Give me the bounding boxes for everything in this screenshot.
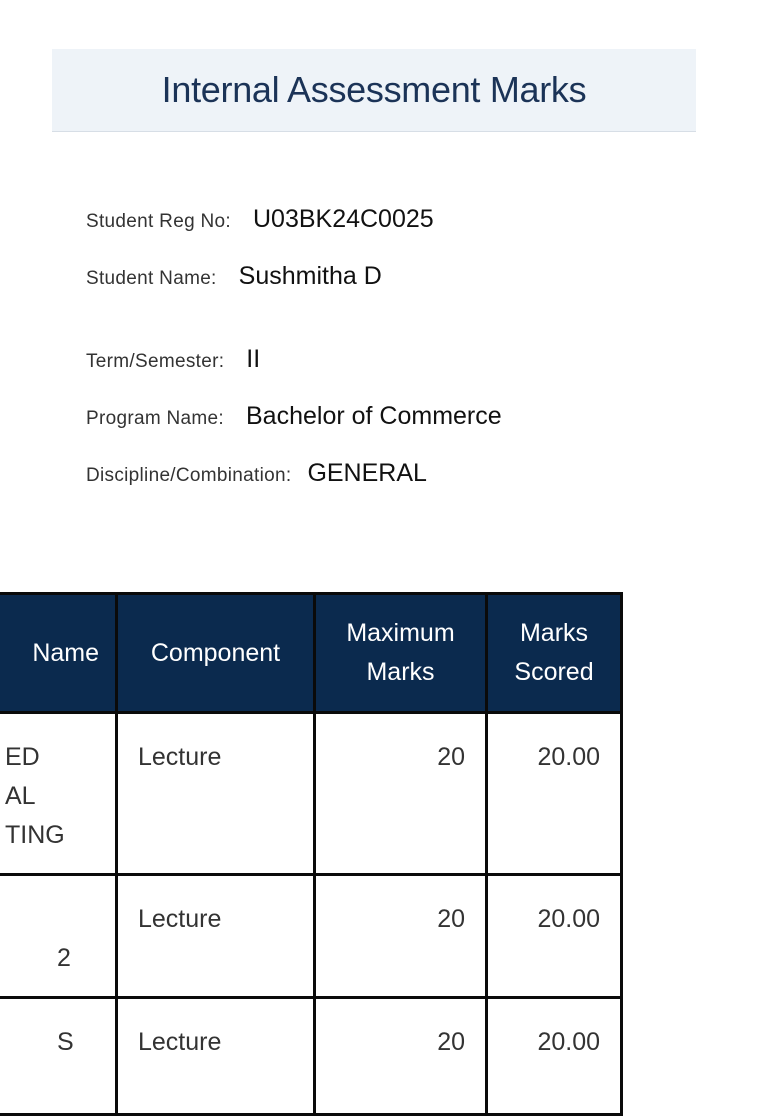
header-name <box>0 594 117 713</box>
discipline-label: Discipline/Combination: <box>86 465 292 486</box>
term-row <box>86 345 260 374</box>
program-value: Bachelor of Commerce <box>246 402 502 430</box>
program-label: Program Name: <box>86 408 224 429</box>
course-name-cell <box>0 875 117 998</box>
marks-scored-cell: 20.00 <box>487 713 622 875</box>
header-max-marks-line1: Maximum <box>346 619 455 647</box>
discipline-value: GENERAL <box>307 459 427 487</box>
header-component <box>117 594 315 713</box>
marks-table <box>0 592 623 1116</box>
table-header-row <box>0 594 622 713</box>
header-max-marks-line2: Marks <box>366 658 435 686</box>
component-cell: Lecture <box>117 713 315 875</box>
table-row <box>0 875 622 998</box>
reg-no-row <box>86 205 434 234</box>
course-name-line: TING <box>5 821 65 849</box>
max-marks-cell: 20 <box>315 875 487 998</box>
term-value: II <box>246 345 261 373</box>
header-name-label: Name <box>32 638 99 667</box>
course-name-line: S <box>57 1028 74 1056</box>
reg-no-label: Student Reg No: <box>86 211 231 232</box>
header-scored-line1: Marks <box>519 619 589 647</box>
student-name-value: Sushmitha D <box>238 262 382 290</box>
discipline-row <box>86 459 427 488</box>
course-name-cell <box>0 713 117 875</box>
header-component-label: Component <box>150 638 281 667</box>
max-marks-cell: 20 <box>315 713 487 875</box>
header-bar <box>52 49 696 132</box>
course-name-line: 2 <box>57 944 71 972</box>
course-name-line: AL <box>5 782 36 810</box>
header-marks-scored <box>487 594 622 713</box>
marks-scored-cell: 20.00 <box>487 998 622 1115</box>
student-name-label: Student Name: <box>86 268 217 289</box>
page-title: Internal Assessment Marks <box>161 69 587 110</box>
course-name-line: ED <box>5 743 40 771</box>
reg-no-value: U03BK24C0025 <box>252 205 434 233</box>
max-marks-cell: 20 <box>315 998 487 1115</box>
component-cell: Lecture <box>117 875 315 998</box>
marks-scored-cell: 20.00 <box>487 875 622 998</box>
header-scored-line2: Scored <box>514 658 594 686</box>
course-name-cell <box>0 998 117 1115</box>
term-label: Term/Semester: <box>86 351 225 372</box>
table-row <box>0 998 622 1115</box>
student-name-row <box>86 262 382 291</box>
table-row <box>0 713 622 875</box>
header-max-marks <box>315 594 487 713</box>
component-cell: Lecture <box>117 998 315 1115</box>
marks-table-scroll[interactable] <box>0 592 768 1056</box>
course-name-line <box>57 900 95 939</box>
program-row <box>86 402 502 431</box>
